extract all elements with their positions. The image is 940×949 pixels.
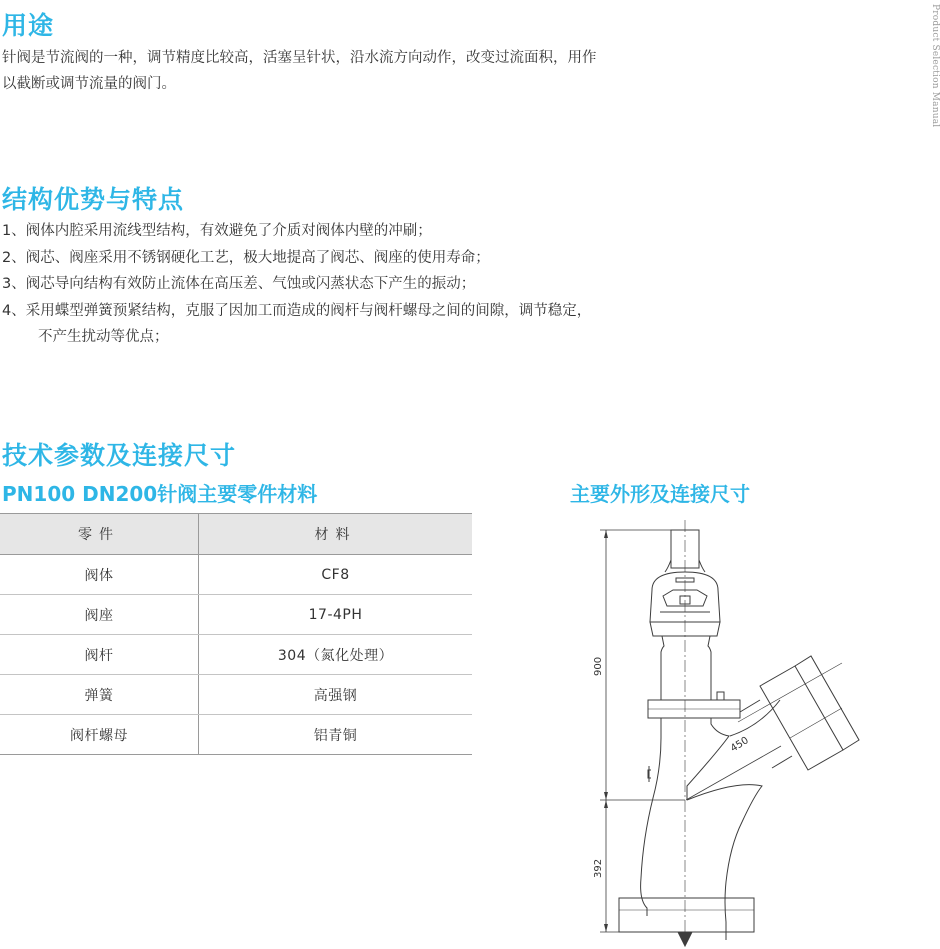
table-row (0, 715, 472, 755)
part-cell: 阀杆螺母 (0, 715, 199, 755)
table-row (0, 595, 472, 635)
dimension-900-label: 900 (593, 656, 604, 676)
features-list (2, 218, 591, 351)
part-cell: 阀体 (0, 555, 199, 595)
features-heading: 结构优势与特点 (2, 185, 185, 214)
usage-line-1: 针阀是节流阀的一种，调节精度比较高，活塞呈针状，沿水流方向动作，改变过流面积，用作 (2, 50, 597, 66)
material-cell: 铝青铜 (199, 715, 473, 755)
material-cell: 304（氮化处理） (199, 635, 473, 675)
table-row (0, 635, 472, 675)
materials-table (0, 513, 472, 755)
material-cell: 高强钢 (199, 675, 473, 715)
part-cell: 阀杆 (0, 635, 199, 675)
materials-table-title: PN100 DN200针阀主要零件材料 (2, 482, 318, 506)
usage-line-2: 以截断或调节流量的阀门。 (2, 76, 176, 92)
header-material: 材料 (199, 514, 473, 555)
valve-outline-drawing (575, 520, 865, 949)
valve-bonnet (648, 636, 740, 718)
usage-paragraph (2, 45, 597, 97)
material-cell: CF8 (199, 555, 473, 595)
material-cell: 17-4PH (199, 595, 473, 635)
dimension-450-label: 450 (728, 735, 751, 755)
usage-heading: 用途 (2, 11, 55, 40)
table-header-row (0, 514, 472, 555)
feature-item-4-continued: 不产生扰动等优点； (38, 329, 169, 345)
tech-heading: 技术参数及连接尺寸 (2, 441, 237, 470)
drawing-title: 主要外形及连接尺寸 (570, 482, 750, 506)
table-row (0, 555, 472, 595)
dimension-lines (600, 530, 842, 932)
feature-item-2: 2、阀芯、阀座采用不锈钢硬化工艺，极大地提高了阀芯、阀座的使用寿命； (2, 249, 490, 266)
dimension-392-label: 392 (593, 858, 604, 878)
side-flange (740, 656, 859, 770)
valve-body (641, 700, 780, 940)
part-cell: 弹簧 (0, 675, 199, 715)
part-cell: 阀座 (0, 595, 199, 635)
bottom-flange (619, 898, 754, 946)
header-part: 零件 (0, 514, 199, 555)
table-row (0, 675, 472, 715)
side-running-header: Product Selection Manual (930, 4, 940, 128)
feature-item-4: 4、采用蝶型弹簧预紧结构，克服了因加工而造成的阀杆与阀杆螺母之间的间隙，调节稳定， (2, 302, 592, 319)
feature-item-3: 3、阀芯导向结构有效防止流体在高压差、气蚀或闪蒸状态下产生的振动； (2, 276, 476, 292)
feature-item-1: 1、阀体内腔采用流线型结构，有效避免了介质对阀体内壁的冲刷； (2, 223, 432, 239)
